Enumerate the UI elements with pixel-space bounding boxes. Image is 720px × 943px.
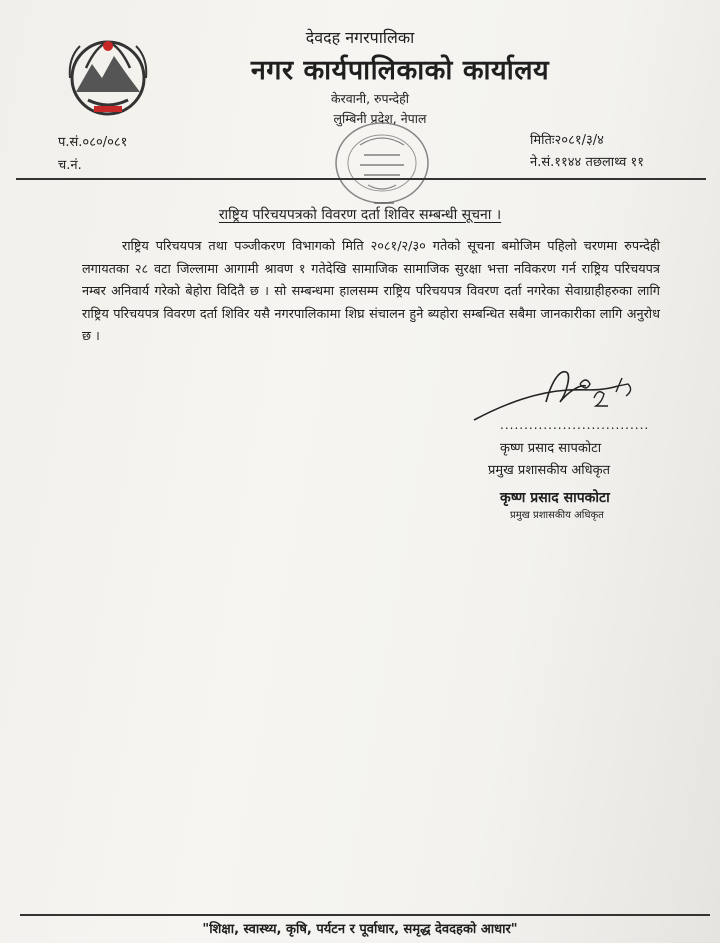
signatory-title: प्रमुख प्रशासकीय अधिकृत [488, 463, 611, 478]
nepal-sambat-date: ने.सं.११४४ तछलाथ्व ११ [530, 155, 645, 170]
address-line-2: लुम्बिनी प्रदेश, नेपाल [333, 111, 427, 126]
footer-divider [20, 914, 710, 916]
signature-dotted-line: ............................... [500, 418, 650, 432]
notice-body: राष्ट्रिय परिचयपत्र तथा पञ्जीकरण विभागको मिति २०८१/२/३० गतेको सूचना बमोजिम पहिलो चरणमा रुपन्देही लगायतका २८ वटा जिल्लामा आगामी श्रावण १ गतेदेखि सामाजिक सामाजिक सुरक्षा भत्ता नविकरण गर्न राष्ट्रिय परिचयपत्र नम्बर अनिवार्य गरेको बेहोरा विदितै छ । सो सम्बन्धमा हालसम्म राष्ट्रिय परिचयपत्र विवरण दर्ता नगरेका सेवाग्राहीहरुका लागि राष्ट्रिय परिचयपत्र विवरण दर्ता शिविर यसै नगरपालिकामा शिघ्र संचालन हुने ब्यहोरा सम्बन्धित सबैमा जानकारीका लागि अनुरोध छ । [82, 239, 660, 344]
signatory-name: कृष्ण प्रसाद सापकोटा [500, 441, 602, 456]
reference-number: प.सं.०८०/०८१ [58, 135, 128, 150]
dispatch-number: च.नं. [58, 158, 82, 173]
office-title: नगर कार्यपालिकाको कार्यालय [250, 55, 550, 86]
municipality-name: देवदह नगरपालिका [305, 28, 415, 47]
header-divider [16, 178, 706, 180]
date: मितिः२०८१/३/४ [530, 133, 604, 148]
notice-subject: राष्ट्रिय परिचयपत्रको विवरण दर्ता शिविर सम्बन्धी सूचना । [218, 207, 502, 223]
footer-motto: "शिक्षा, स्वास्थ्य, कृषि, पर्यटन र पूर्वाधार, समृद्ध देवदहको आधार" [202, 922, 518, 937]
name-stamp: कृष्ण प्रसाद सापकोटा [500, 490, 610, 506]
address-line-1: केरवानी, रुपन्देही [331, 91, 409, 106]
title-stamp: प्रमुख प्रशासकीय अधिकृत [510, 510, 604, 521]
office-stamp-icon [330, 115, 435, 215]
